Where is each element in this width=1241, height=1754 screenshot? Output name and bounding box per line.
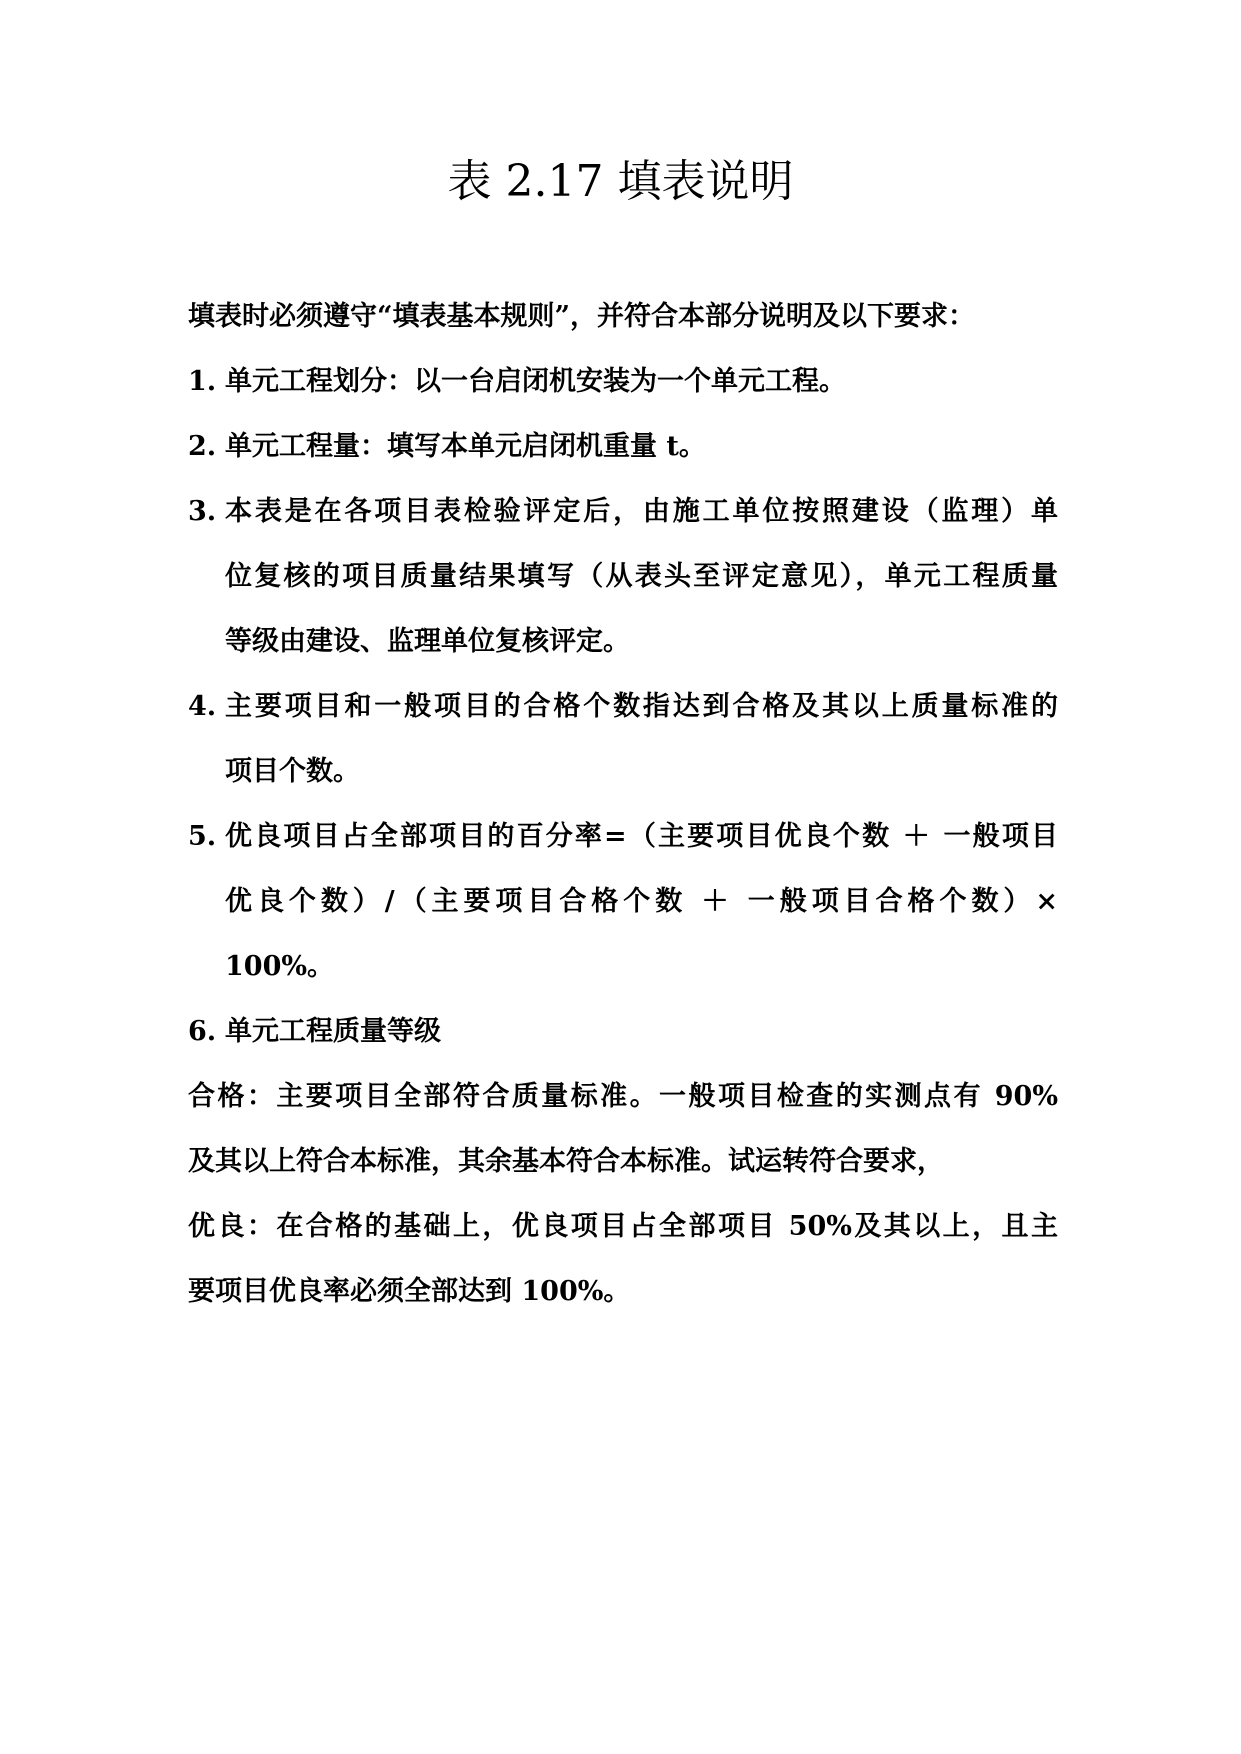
item-text: 项目个数。 bbox=[225, 756, 360, 787]
instructions-body bbox=[188, 284, 1058, 1324]
grade-text-line: 优良：在合格的基础上，优良项目占全部项目 50%及其以上，且主 bbox=[188, 1211, 1058, 1242]
item-text: 等级由建设、监理单位复核评定。 bbox=[225, 626, 630, 657]
list-item-2 bbox=[188, 414, 1058, 479]
intro-paragraph: 填表时必须遵守“填表基本规则”，并符合本部分说明及以下要求： bbox=[188, 301, 976, 332]
item-number: 4. bbox=[188, 691, 217, 722]
grade-text-line: 合格：主要项目全部符合质量标准。一般项目检查的实测点有 90% bbox=[188, 1081, 1058, 1112]
item-text: 100%。 bbox=[225, 951, 335, 982]
item-text: 优良个数）/（主要项目合格个数 ＋ 一般项目合格个数）× bbox=[225, 886, 1058, 917]
item-text: 单元工程量：填写本单元启闭机重量 t。 bbox=[225, 431, 706, 462]
item-text: 主要项目和一般项目的合格个数指达到合格及其以上质量标准的 bbox=[225, 691, 1058, 722]
item-text: 位复核的项目质量结果填写（从表头至评定意见），单元工程质量 bbox=[225, 561, 1058, 592]
list-item-6 bbox=[188, 999, 1058, 1064]
item-text: 单元工程划分：以一台启闭机安装为一个单元工程。 bbox=[225, 366, 846, 397]
item-number: 5. bbox=[188, 821, 217, 852]
grade-text-line: 及其以上符合本标准，其余基本符合本标准。试运转符合要求， bbox=[188, 1146, 944, 1177]
item-text: 优良项目占全部项目的百分率=（主要项目优良个数 ＋ 一般项目 bbox=[225, 821, 1058, 852]
list-item-3 bbox=[188, 479, 1058, 674]
list-item-5 bbox=[188, 804, 1058, 999]
item-number: 2. bbox=[188, 431, 217, 462]
item-text: 本表是在各项目表检验评定后，由施工单位按照建设（监理）单 bbox=[225, 496, 1058, 527]
list-item-4 bbox=[188, 674, 1058, 804]
list-item-1 bbox=[188, 349, 1058, 414]
item-text: 单元工程质量等级 bbox=[225, 1016, 441, 1047]
grade-text-line: 要项目优良率必须全部达到 100%。 bbox=[188, 1276, 631, 1307]
item-number: 1. bbox=[188, 366, 217, 397]
page-title: 表 2.17 填表说明 bbox=[447, 156, 794, 207]
item-number: 6. bbox=[188, 1016, 217, 1047]
item-number: 3. bbox=[188, 496, 217, 527]
